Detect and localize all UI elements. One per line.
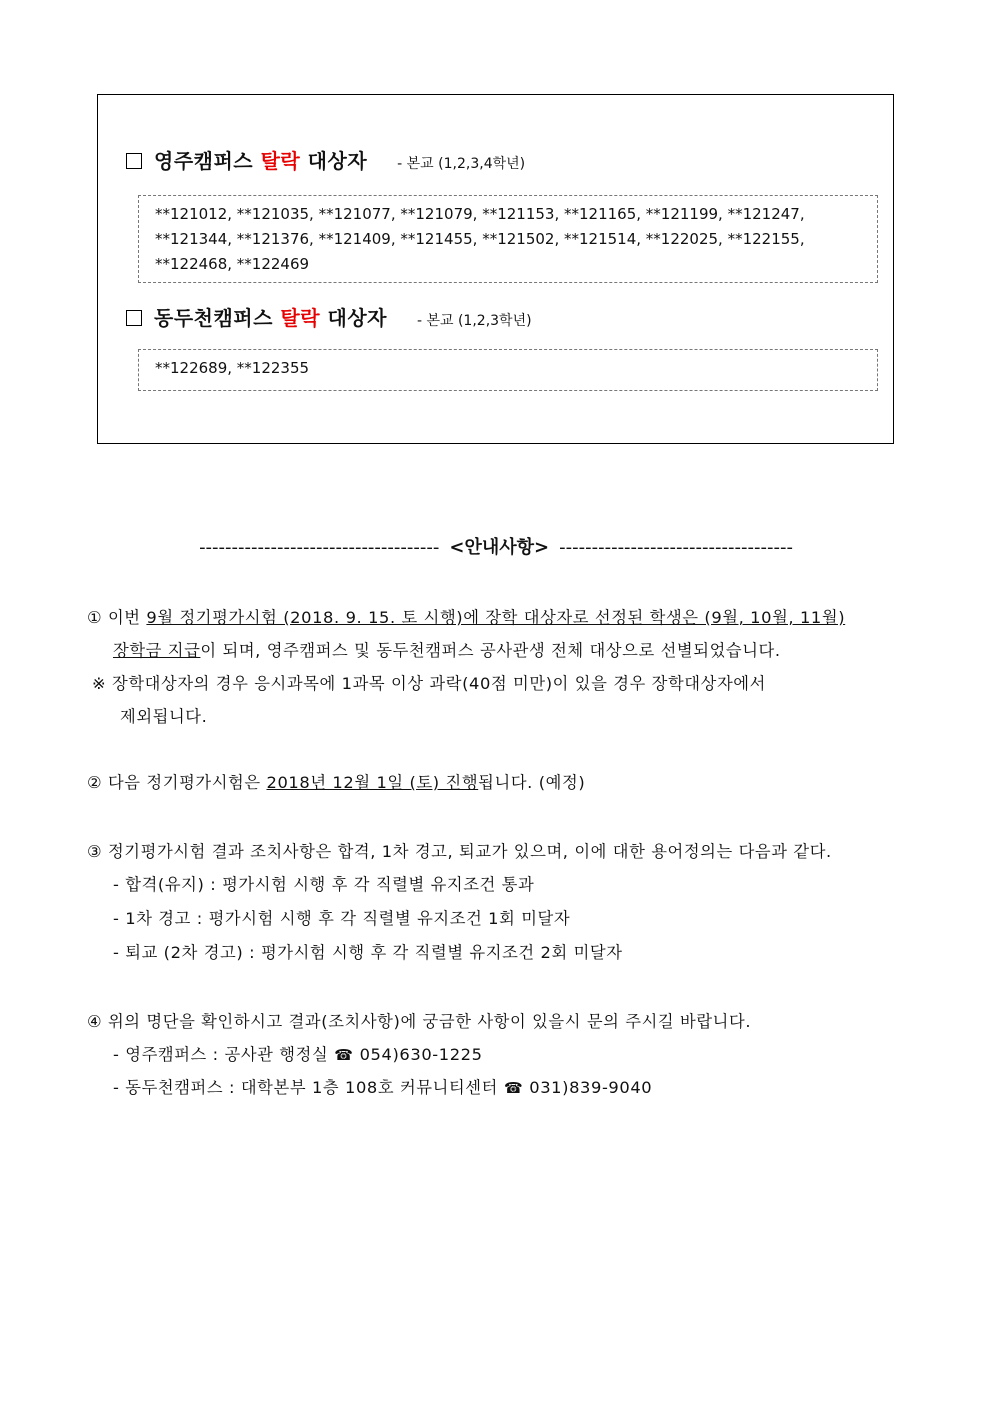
- notice-header: ------------------------------------- <안내사항> ------------------------------------: [199, 537, 793, 558]
- notice-header-label: <안내사항>: [449, 537, 550, 558]
- phone-number: 054)630-1225: [359, 1045, 483, 1064]
- contact-yeongju: - 영주캠퍼스 : 공사관 행정실 ☎ 054)630-1225: [113, 1045, 483, 1064]
- section-yeongju-title: 영주캠퍼스 탈락 대상자: [154, 149, 368, 173]
- item1-note-line1: ※ 장학대상자의 경우 응시과목에 1과목 이상 과락(40점 미만)이 있을 경우 장학대상자에서: [92, 674, 766, 693]
- section-yeongju-subtitle: - 본교 (1,2,3,4학년): [397, 156, 526, 172]
- phone-icon: ☎: [503, 1079, 524, 1097]
- yeongju-id-list: [138, 195, 878, 283]
- item4-line: ④ 위의 명단을 확인하시고 결과(조치사항)에 궁금한 사항이 있을시 문의 주시길 바랍니다.: [87, 1012, 752, 1031]
- id-list-line: **122468, **122469: [155, 255, 310, 273]
- item3-bullet-warning: - 1차 경고 : 평가시험 시행 후 각 직렬별 유지조건 1회 미달자: [113, 909, 571, 928]
- item3-bullet-expel: - 퇴교 (2차 경고) : 평가시험 시행 후 각 직렬별 유지조건 2회 미달자: [113, 943, 623, 962]
- item3-bullet-pass: - 합격(유지) : 평가시험 시행 후 각 직렬별 유지조건 통과: [113, 875, 535, 894]
- section-dongducheon-subtitle: - 본교 (1,2,3학년): [416, 313, 532, 329]
- checkbox-icon: [126, 153, 142, 169]
- section-yeongju-heading: [126, 145, 525, 174]
- contact-dongducheon: - 동두천캠퍼스 : 대학본부 1층 108호 커뮤니티센터 ☎ 031)839-9040: [113, 1078, 653, 1097]
- item1-line2: 장학금 지급이 되며, 영주캠퍼스 및 동두천캠퍼스 공사관생 전체 대상으로 선별되었습니다.: [113, 641, 781, 660]
- item3-line: ③ 정기평가시험 결과 조치사항은 합격, 1차 경고, 퇴교가 있으며, 이에 대한 용어정의는 다음과 같다.: [87, 842, 832, 861]
- item1-note-line2: 제외됩니다.: [120, 707, 208, 726]
- id-list-line: **121344, **121376, **121409, **121455, **121502, **121514, **122025, **122155,: [155, 230, 805, 248]
- phone-icon: ☎: [334, 1046, 354, 1064]
- id-list-line: **121012, **121035, **121077, **121079, **121153, **121165, **121199, **121247,: [155, 205, 805, 223]
- dongducheon-id-list: [138, 349, 878, 391]
- dropout-list-box: [97, 94, 894, 444]
- checkbox-icon: [126, 310, 142, 326]
- section-dongducheon-title: 동두천캠퍼스 탈락 대상자: [154, 306, 387, 330]
- item2-line: ② 다음 정기평가시험은 2018년 12월 1일 (토) 진행됩니다. (예정): [87, 773, 586, 792]
- section-dongducheon-heading: [126, 302, 532, 331]
- item1-line1: ① 이번 9월 정기평가시험 (2018. 9. 15. 토 시행)에 장학 대상자로 선정된 학생은 (9월, 10월, 11월): [87, 608, 846, 627]
- phone-number: 031)839-9040: [529, 1078, 653, 1097]
- id-list-line: **122689, **122355: [155, 359, 310, 377]
